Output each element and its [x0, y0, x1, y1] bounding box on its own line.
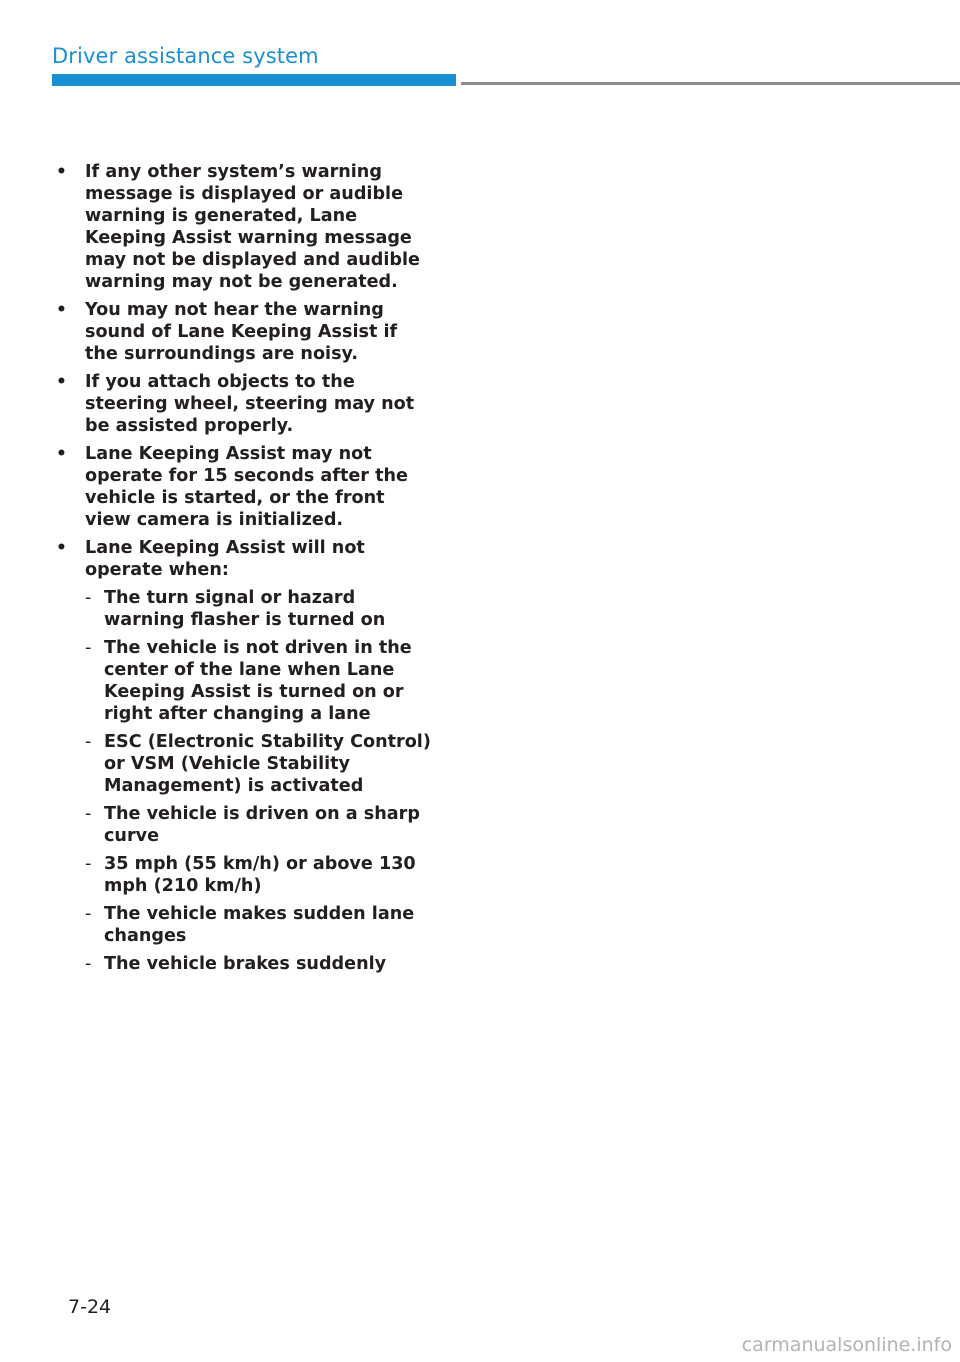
- condition-item: [85, 587, 436, 631]
- dash-icon: -: [85, 954, 92, 974]
- bullet-item-not-operate: [56, 537, 436, 975]
- condition-item: [85, 903, 436, 947]
- bullet-text: You may not hear the warning sound of Lane Keeping Assist if the surroundings are noisy.: [85, 300, 398, 364]
- watermark: carmanualsonline.info: [741, 1334, 952, 1356]
- condition-list: [85, 587, 436, 975]
- bullet-text: If you attach objects to the steering wheel, steering may not be assisted properly.: [85, 372, 415, 436]
- bullet-icon: •: [56, 444, 67, 464]
- condition-text: The vehicle brakes suddenly: [104, 954, 387, 974]
- bullet-item-steering-objects: [56, 371, 436, 437]
- condition-text: The vehicle is driven on a sharp curve: [104, 804, 420, 846]
- condition-item: [85, 953, 436, 975]
- bullet-text: If any other system’s warning message is displayed or audible warning is generated, Lane Keeping Assist warning message may not be displayed and audible warning may not be generated.: [85, 162, 420, 292]
- condition-text: The turn signal or hazard warning flasher is turned on: [104, 588, 386, 630]
- condition-item: [85, 803, 436, 847]
- header-accent-bar: [52, 74, 456, 86]
- dash-icon: -: [85, 804, 92, 824]
- condition-item: [85, 731, 436, 797]
- bullet-item-noise: [56, 299, 436, 365]
- dash-icon: -: [85, 732, 92, 752]
- dash-icon: -: [85, 588, 92, 608]
- bullet-icon: •: [56, 372, 67, 392]
- condition-text: The vehicle is not driven in the center of the lane when Lane Keeping Assist is turned on or right after changing a lane: [104, 638, 412, 724]
- main-content: [56, 161, 436, 981]
- condition-item: [85, 853, 436, 897]
- bullet-text: Lane Keeping Assist may not operate for 15 seconds after the vehicle is started, or the front view camera is initialized.: [85, 444, 408, 530]
- bullet-icon: •: [56, 300, 67, 320]
- section-title: Driver assistance system: [52, 44, 319, 68]
- condition-item: [85, 637, 436, 725]
- bullet-item-warning-message: [56, 161, 436, 293]
- bullet-item-startup-delay: [56, 443, 436, 531]
- header-divider: [461, 82, 960, 85]
- dash-icon: -: [85, 638, 92, 658]
- dash-icon: -: [85, 854, 92, 874]
- bullet-icon: •: [56, 538, 67, 558]
- bullet-list: [56, 161, 436, 975]
- condition-text: The vehicle makes sudden lane changes: [104, 904, 415, 946]
- page-number: 7-24: [68, 1296, 112, 1318]
- bullet-text: Lane Keeping Assist will not operate when:: [85, 538, 365, 580]
- condition-text: 35 mph (55 km/h) or above 130 mph (210 km/h): [104, 854, 416, 896]
- bullet-icon: •: [56, 162, 67, 182]
- condition-text: ESC (Electronic Stability Control) or VSM (Vehicle Stability Management) is activated: [104, 732, 431, 796]
- dash-icon: -: [85, 904, 92, 924]
